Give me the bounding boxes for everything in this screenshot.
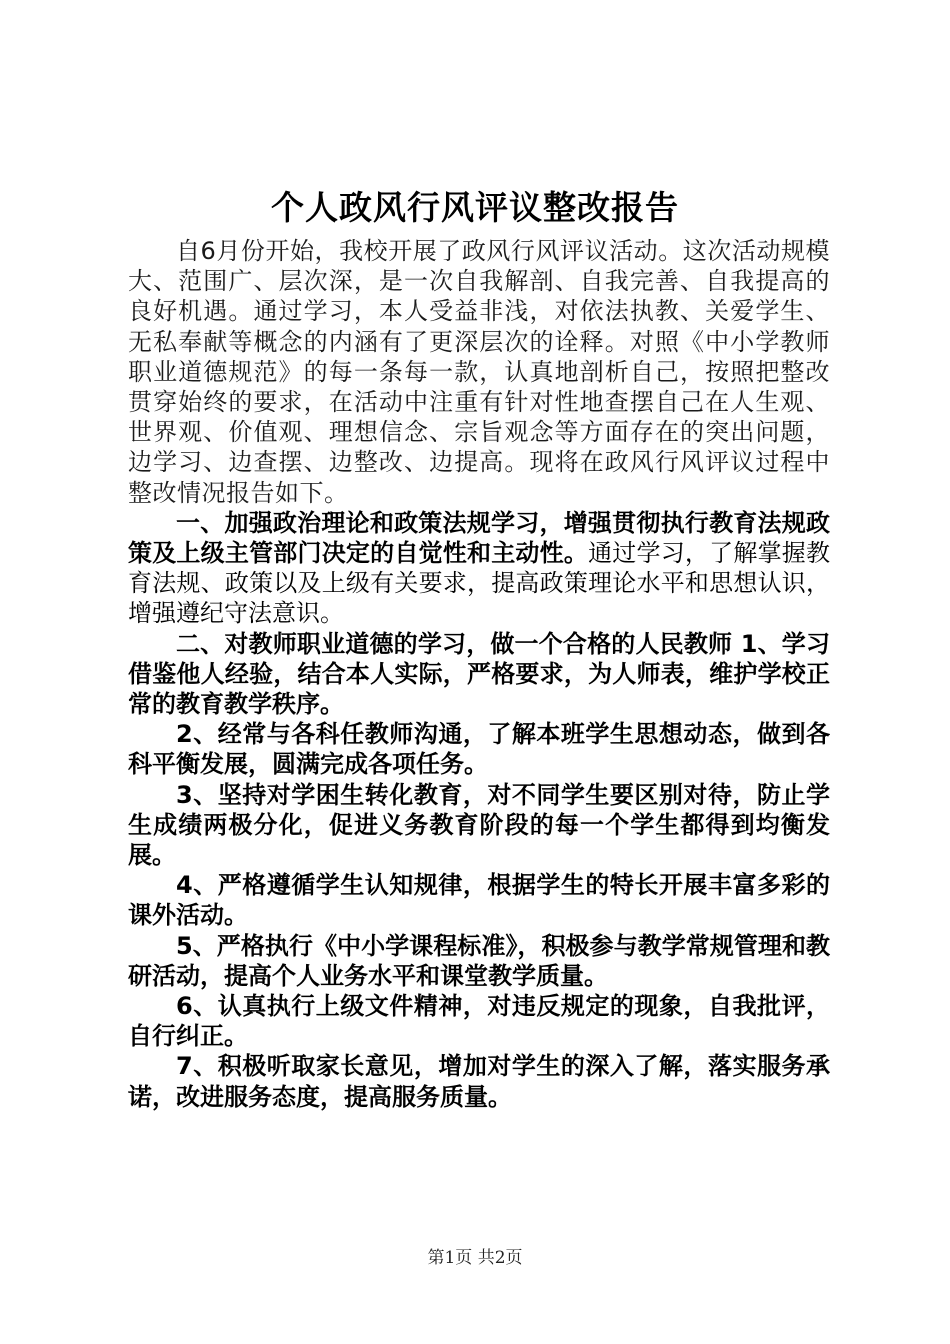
list-item-2: 2、经常与各科任教师沟通，了解本班学生思想动态，做到各科平衡发展，圆满完成各项任务。 [128,720,830,779]
list-item-5: 5、严格执行《中小学课程标准》，积极参与教学常规管理和教研活动，提高个人业务水平和课堂教学质量。 [128,931,830,990]
intro-paragraph: 自6月份开始，我校开展了政风行风评议活动。这次活动规模大、范围广、层次深，是一次自我解剖、自我完善、自我提高的良好机遇。通过学习，本人受益非浅，对依法执教、关爱学生、无私奉献等概念的内涵有了更深层次的诠释。对照《中小学教师职业道德规范》的每一条每一款，认真地剖析自己，按照把整改贯穿始终的要求，在活动中注重有针对性地查摆自己在人生观、世界观、价值观、理想信念、宗旨观念等方面存在的突出问题，边学习、边查摆、边整改、边提高。现将在政风行风评议过程中整改情况报告如下。 [128,237,830,507]
list-item-4: 4、严格遵循学生认知规律，根据学生的特长开展丰富多彩的课外活动。 [128,871,830,930]
document-title: 个人政风行风评议整改报告 [271,188,679,227]
document-body [128,236,830,1112]
section-1-paragraph [128,508,830,629]
section-1-heading: 一、加强政治理论和政策法规学习，增强贯彻执行教育法规政策及上级主管部门决定的自觉性和主动性。 [128,508,830,568]
section-1-body: 通过学习，了解掌握教育法规、政策以及上级有关要求，提高政策理论水平和思想认识，增强遵纪守法意识。 [128,539,831,628]
page-number-footer: 第1页 共2页 [427,1248,523,1268]
list-item-6: 6、认真执行上级文件精神，对违反规定的现象，自我批评，自行纠正。 [128,992,830,1051]
section-2-paragraph: 二、对教师职业道德的学习，做一个合格的人民教师 1、学习借鉴他人经验，结合本人实际，严格要求，为人师表，维护学校正常的教育教学秩序。 [128,629,830,719]
list-item-3: 3、坚持对学困生转化教育，对不同学生要区别对待，防止学生成绩两极分化，促进义务教育阶段的每一个学生都得到均衡发展。 [128,780,830,870]
list-item-7: 7、积极听取家长意见，增加对学生的深入了解，落实服务承诺，改进服务态度，提高服务质量。 [128,1052,830,1111]
